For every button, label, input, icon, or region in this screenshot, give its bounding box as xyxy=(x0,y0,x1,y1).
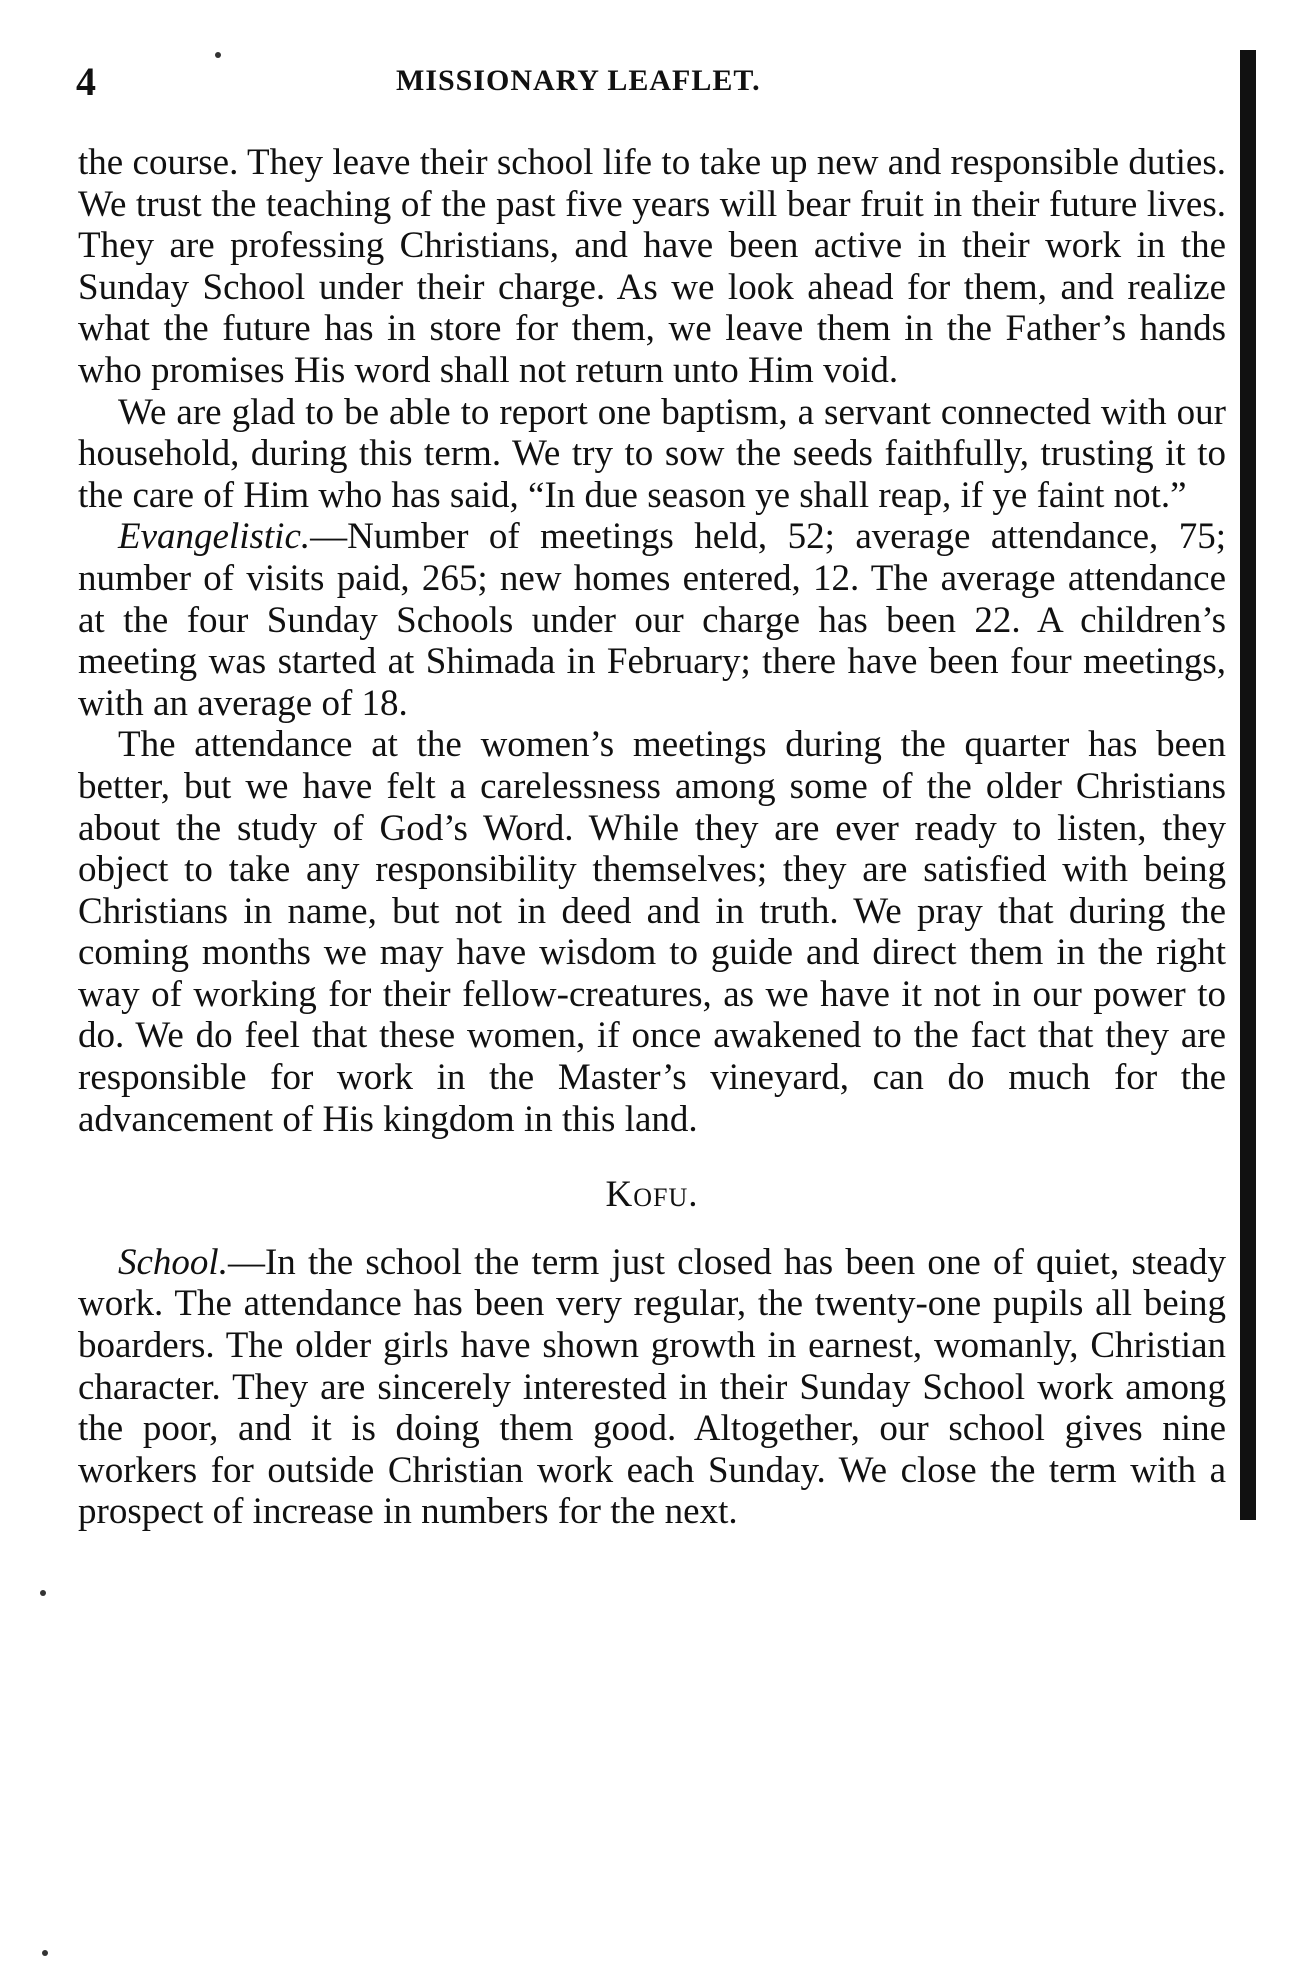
running-title: MISSIONARY LEAFLET. xyxy=(396,64,761,97)
paragraph-text: We are glad to be able to report one baptism, a servant connected with our household, during this term. We try to sow the seeds faithfully, trusting it to the care of Him who has said, “In due season ye shall reap, if ye faint not.” xyxy=(78,391,1226,516)
paragraph-baptism xyxy=(78,392,1226,517)
paragraph-lead: School. xyxy=(118,1241,228,1283)
paragraph-school xyxy=(78,1242,1226,1533)
print-speck xyxy=(40,1590,46,1596)
print-speck xyxy=(42,1950,48,1956)
paragraph-lead: Evangelistic. xyxy=(118,516,311,558)
binding-edge-rule xyxy=(1240,50,1256,1520)
paragraph-evangelistic xyxy=(78,516,1226,724)
paragraph-text: —Number of meetings held, 52; average attendance, 75; number of visits paid, 265; new homes entered, 12. The average attendance at the four Sunday Schools under our charge has been 22. A children’s meeting was started at Shimada in February; there have been four meetings, with an average of 18. xyxy=(78,516,1226,724)
paragraph-womens-meetings xyxy=(78,724,1226,1140)
paragraph-continuation xyxy=(78,142,1226,392)
section-heading: Kofu. xyxy=(605,1174,699,1216)
body-text xyxy=(78,142,1226,1533)
page-number: 4 xyxy=(76,59,96,104)
page-header xyxy=(76,58,1226,108)
paragraph-text: The attendance at the women’s meetings during the quarter has been better, but we have felt a carelessness among some of the older Christians about the study of God’s Word. While they are ever ready to listen, they object to take any responsibility themselves; they are satisfied with being Christians in name, but not in deed and in truth. We pray that during the coming months we may have wisdom to guide and direct them in the right way of working for their fellow-creatures, as we have it not in our power to do. We do feel that these women, if once awakened to the fact that they are responsible for work in the Master’s vineyard, can do much for the advancement of His kingdom in this land. xyxy=(78,724,1226,1140)
print-speck xyxy=(215,52,221,58)
paragraph-text: the course. They leave their school life to take up new and responsible duties. We trust the teaching of the past five years will bear fruit in their future lives. They are professing Christians, and have been active in their work in the Sunday School under their charge. As we look ahead for them, and realize what the future has in store for them, we leave them in the Father’s hands who promises His word shall not return unto Him void. xyxy=(78,142,1226,391)
paragraph-text: —In the school the term just closed has been one of quiet, steady work. The attendance has been very regular, the twenty-one pupils all being boarders. The older girls have shown growth in earnest, womanly, Christian character. They are sincerely interested in their Sunday School work among the poor, and it is doing them good. Altogether, our school gives nine workers for outside Christian work each Sunday. We close the term with a prospect of increase in numbers for the next. xyxy=(78,1241,1226,1533)
